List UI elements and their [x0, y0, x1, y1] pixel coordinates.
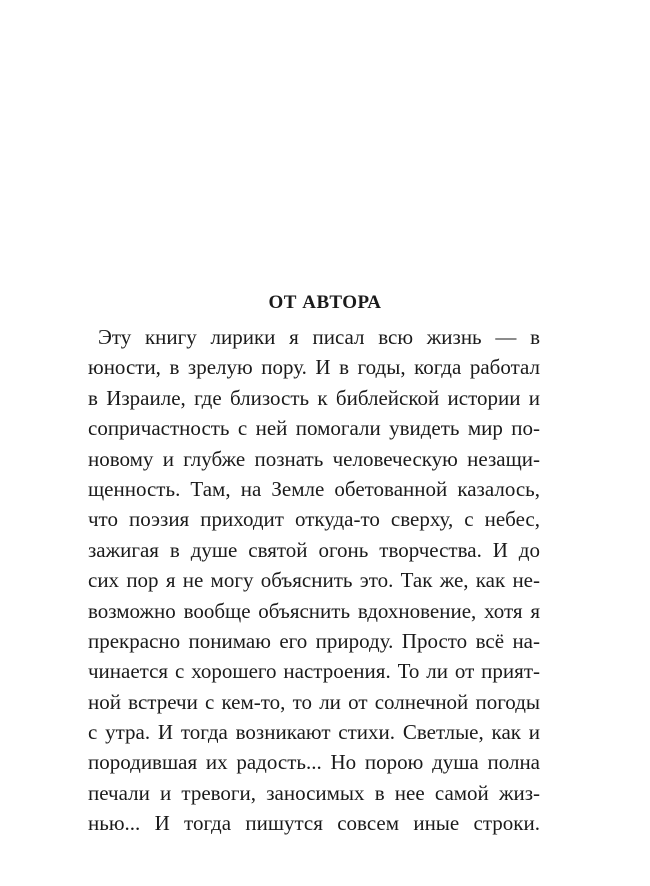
text-line: ной встречи с кем-то, то ли от солнечной погоды [88, 689, 540, 714]
text-line: прекрасно понимаю его природу. Просто всё на- [88, 628, 540, 653]
text-line: в Израиле, где близость к библейской истории и [88, 385, 540, 410]
text-line: юности, в зрелую пору. И в годы, когда работал [88, 355, 540, 380]
text-line: зажигая в душе святой огонь творчества. И до [88, 537, 540, 562]
text-line: с утра. И тогда возникают стихи. Светлые, как и [88, 720, 540, 745]
text-line: щенность. Там, на Земле обетованной казалось, [88, 476, 540, 501]
text-line: сопричастность с ней помогали увидеть мир по- [88, 416, 540, 441]
text-line: новому и глубже познать человеческую незащи- [88, 446, 540, 471]
text-line: печали и тревоги, заносимых в нее самой жиз- [88, 780, 540, 805]
text-line: нью... И тогда пишутся совсем иные строки. [88, 811, 540, 836]
text-line: породившая их радость... Но порою душа полна [88, 750, 540, 775]
text-line: сих пор я не могу объяснить это. Так же, как не- [88, 568, 540, 593]
text-line: чинается с хорошего настроения. То ли от прият- [88, 659, 540, 684]
text-line: Эту книгу лирики я писал всю жизнь — в [98, 325, 540, 349]
text-line: что поэзия приходит откуда-то сверху, с небес, [88, 507, 540, 532]
section-heading: ОТ АВТОРА [268, 292, 382, 313]
body-paragraph [88, 322, 540, 839]
text-line: возможно вообще объяснить вдохновение, хотя я [88, 598, 540, 623]
